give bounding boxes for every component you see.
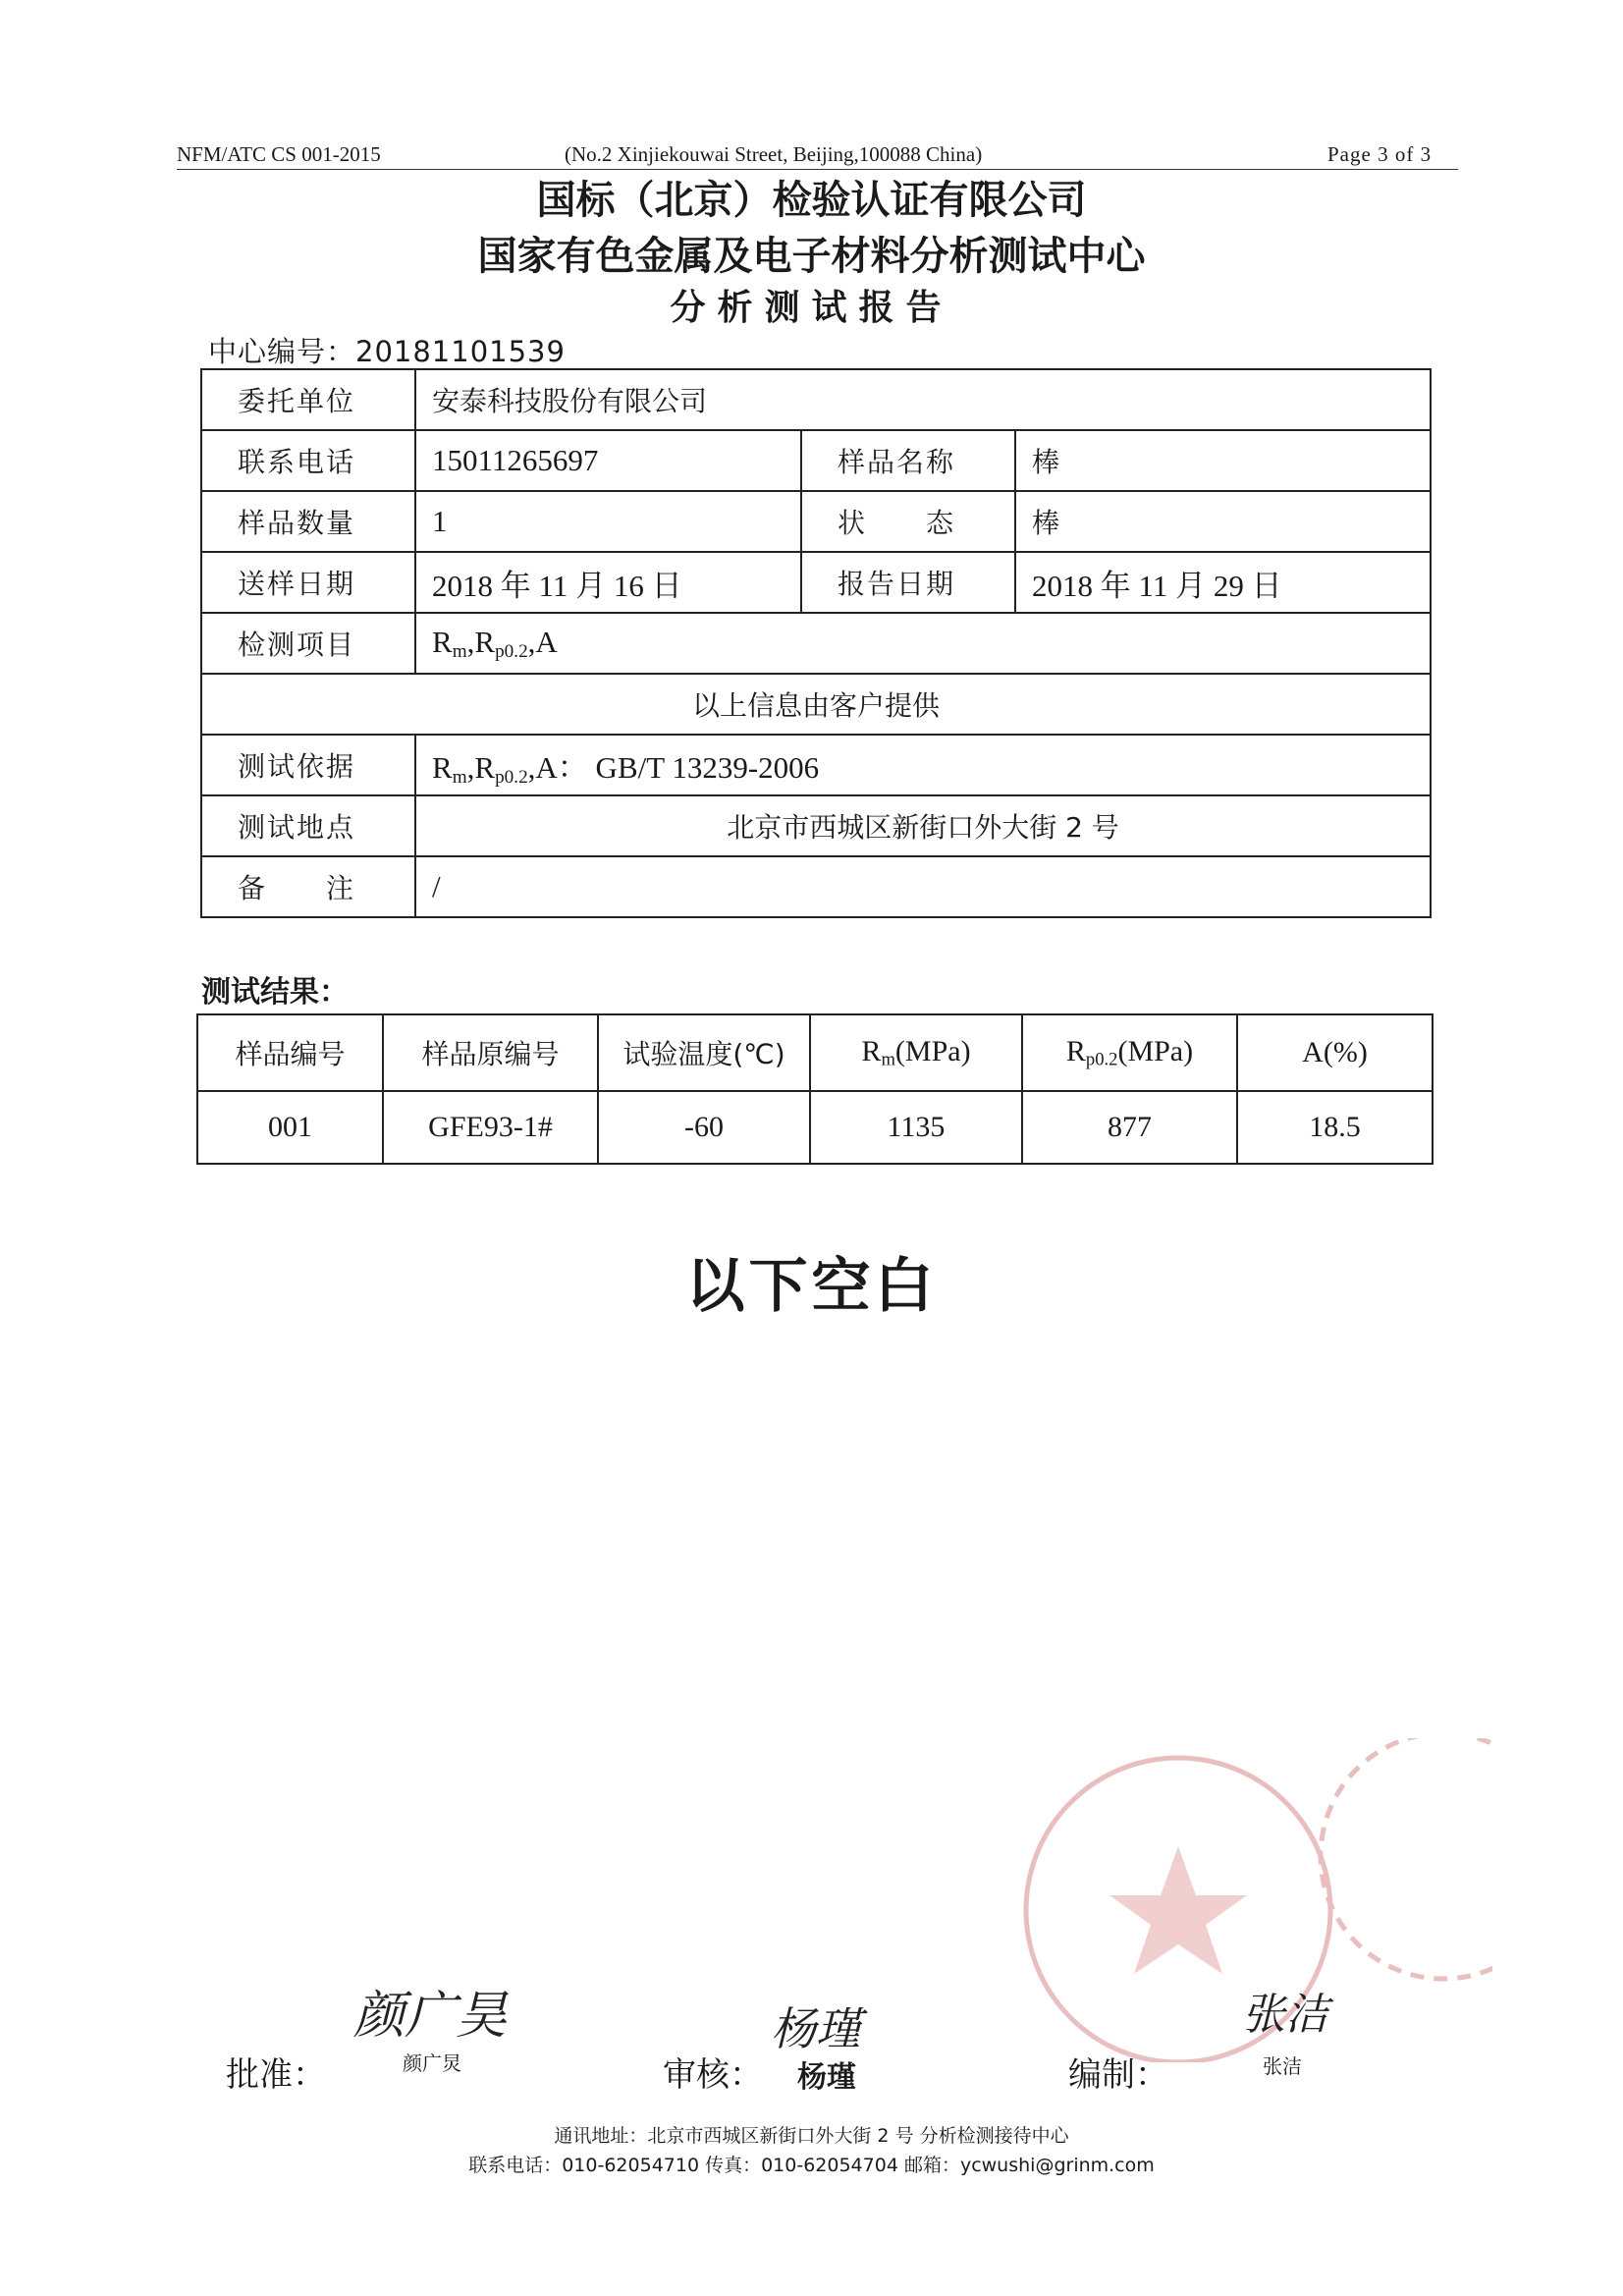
page-number: Page 3 of 3: [1327, 142, 1433, 166]
location-label: 测试地点: [201, 795, 415, 856]
state-label: [801, 491, 1015, 552]
cell-sample-no: 001: [197, 1091, 383, 1164]
items-r: R: [432, 624, 453, 659]
official-seal: [982, 1738, 1492, 2062]
client-provided-note: 以上信息由客户提供: [201, 674, 1431, 735]
center-number: 中心编号：20181101539: [208, 335, 566, 368]
approve-signature: 颜广昊: [353, 1987, 508, 2046]
basis-p02-sub: p0.2: [495, 766, 528, 788]
sample-name-label: 样品名称: [801, 430, 1015, 491]
info-table: [200, 368, 1432, 918]
qty-label: 样品数量: [201, 491, 415, 552]
report-date-label: 报告日期: [801, 552, 1015, 613]
cell-rp: 877: [1022, 1091, 1237, 1164]
remark-label-a: 备: [238, 872, 268, 904]
cell-orig-no: GFE93-1#: [383, 1091, 598, 1164]
compile-name: 张洁: [1263, 2054, 1302, 2078]
header-address: (No.2 Xinjiekouwai Street, Beijing,100088 China): [565, 142, 983, 166]
send-date-label: 送样日期: [201, 552, 415, 613]
items-label: 检测项目: [201, 613, 415, 674]
cell-rm: 1135: [810, 1091, 1022, 1164]
basis-r: R: [432, 749, 453, 785]
basis-label: 测试依据: [201, 735, 415, 795]
seal-ring-outer: [1321, 1738, 1492, 1979]
compile-label: 编制：: [1068, 2055, 1168, 2095]
basis-standard: ,A： GB/T 13239-2006: [527, 749, 820, 785]
client-value: 安泰科技股份有限公司: [415, 369, 1431, 430]
items-a: ,A: [527, 624, 558, 659]
state-value: 棒: [1015, 491, 1431, 552]
results-table: [196, 1013, 1434, 1165]
basis-rp: ,R: [466, 749, 496, 785]
state-label-a: 状: [838, 507, 868, 539]
items-p02-sub: p0.2: [495, 640, 528, 662]
report-title: 分析测试报告: [670, 288, 953, 328]
col-rm-sub: m: [881, 1049, 895, 1070]
state-label-b: 态: [925, 507, 955, 539]
center-title: 国家有色金属及电子材料分析测试中心: [477, 234, 1146, 279]
results-header-row: [197, 1014, 1433, 1091]
company-title: 国标（北京）检验认证有限公司: [536, 178, 1087, 223]
approve-label: 批准：: [226, 2055, 326, 2095]
items-value: [415, 613, 1431, 674]
compile-signature: 张洁: [1242, 1990, 1328, 2040]
qty-value: 1: [415, 491, 801, 552]
phone-value: 15011265697: [415, 430, 801, 491]
items-m-sub: m: [452, 640, 467, 662]
remark-label-b: 注: [325, 872, 355, 904]
doc-code: NFM/ATC CS 001-2015: [177, 142, 381, 166]
col-rp-unit: (MPa): [1117, 1034, 1194, 1067]
seal-star: [1109, 1846, 1247, 1974]
col-rm-r: R: [861, 1034, 882, 1067]
results-title: 测试结果：: [201, 975, 349, 1010]
items-rp: ,R: [466, 624, 496, 659]
col-orig-no: 样品原编号: [383, 1014, 598, 1091]
table-row: [197, 1091, 1433, 1164]
col-rm-unit: (MPa): [894, 1034, 971, 1067]
approve-name: 颜广炅: [403, 2051, 461, 2075]
review-label: 审核：: [663, 2055, 763, 2095]
footer-contact: 联系电话：010-62054710 传真：010-62054704 邮箱：ycwushi@grinm.com: [468, 2155, 1155, 2176]
col-temp: 试验温度(℃): [598, 1014, 810, 1091]
phone-label: 联系电话: [201, 430, 415, 491]
review-name: 杨瑾: [797, 2060, 856, 2095]
basis-m-sub: m: [452, 766, 467, 788]
client-label: 委托单位: [201, 369, 415, 430]
blank-below-note: 以下空白: [685, 1252, 938, 1321]
col-a: A(%): [1237, 1014, 1433, 1091]
review-signature: 杨瑾: [771, 2002, 861, 2055]
send-date-value: 2018 年 11 月 16 日: [415, 552, 801, 613]
cell-temp: -60: [598, 1091, 810, 1164]
sample-name-value: 棒: [1015, 430, 1431, 491]
col-rp-r: R: [1065, 1034, 1086, 1067]
col-rp-sub: p0.2: [1085, 1049, 1118, 1070]
remark-value: /: [415, 856, 1431, 917]
remark-label: [201, 856, 415, 917]
cell-a: 18.5: [1237, 1091, 1433, 1164]
col-sample-no: 样品编号: [197, 1014, 383, 1091]
col-rm: [810, 1014, 1022, 1091]
footer-address: 通讯地址：北京市西城区新街口外大街 2 号 分析检测接待中心: [554, 2125, 1069, 2147]
report-date-value: 2018 年 11 月 29 日: [1015, 552, 1431, 613]
location-value: 北京市西城区新街口外大街 2 号: [415, 795, 1431, 856]
basis-value: [415, 735, 1431, 795]
col-rp: [1022, 1014, 1237, 1091]
